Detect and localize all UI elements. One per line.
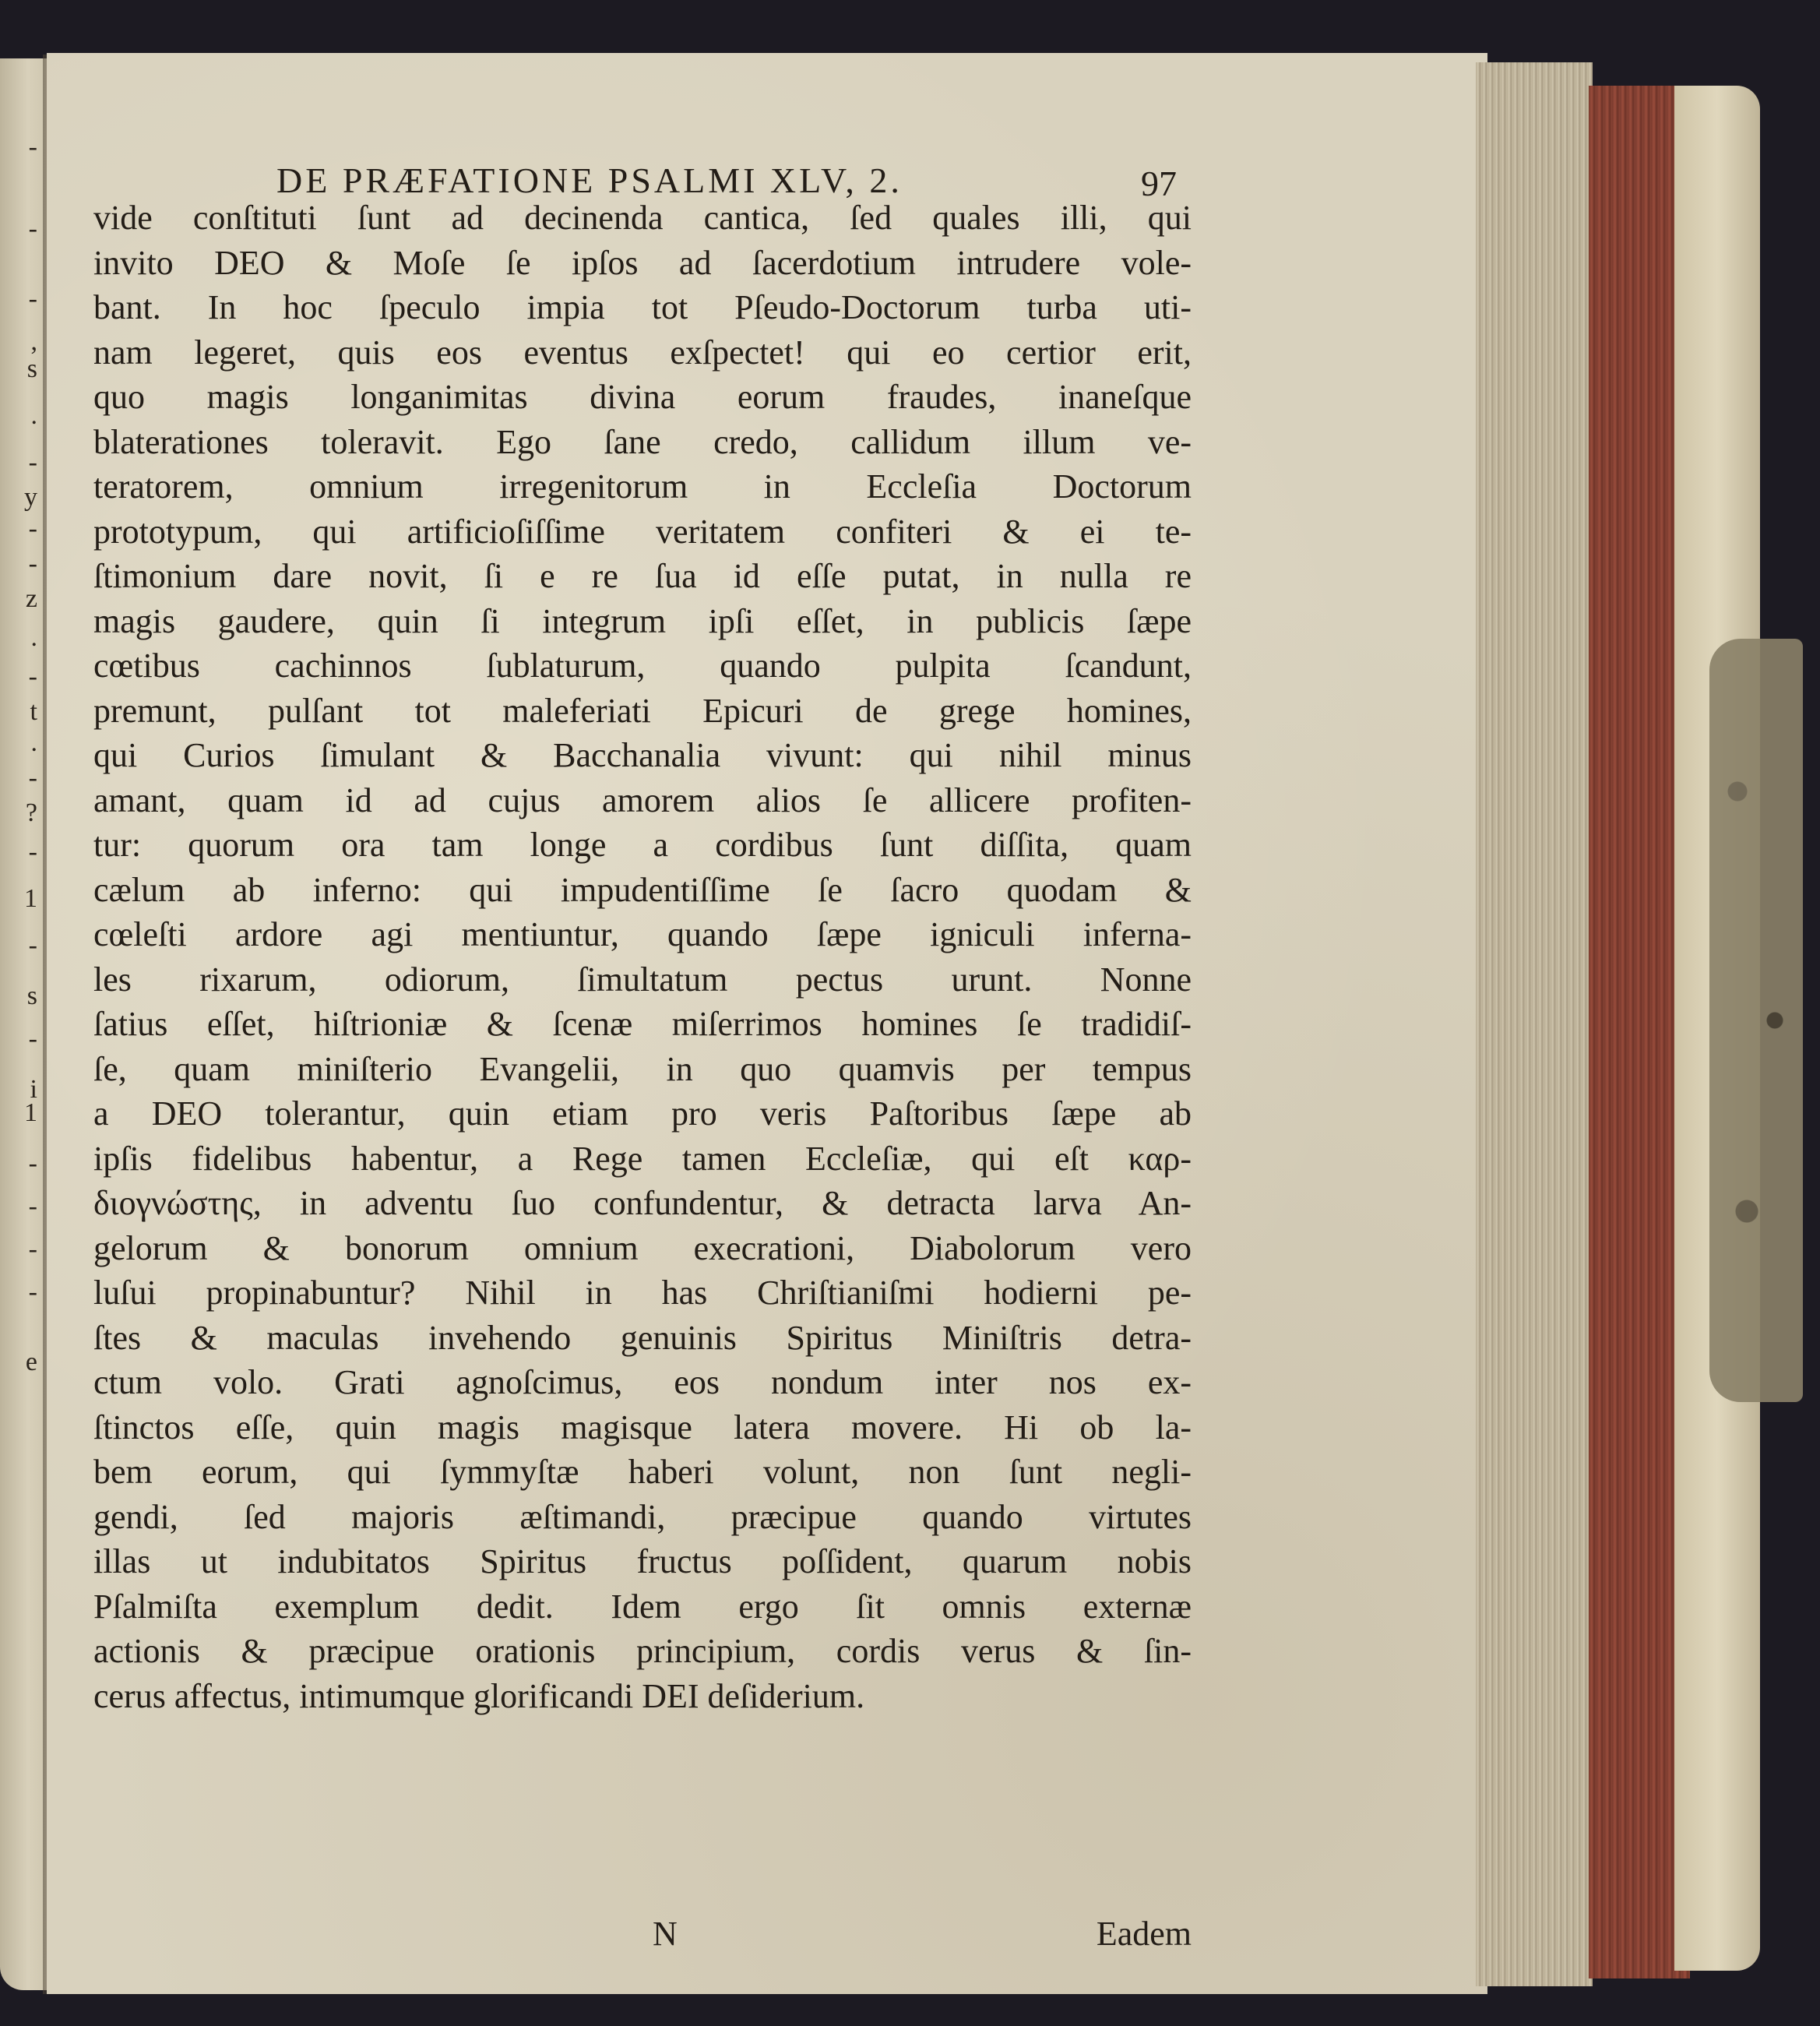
text-line: blaterationes toleravit. Ego ſane credo, callidum illum ve- <box>93 422 1192 461</box>
margin-mark: - <box>28 132 37 161</box>
margin-mark: , <box>30 327 37 356</box>
margin-mark: - <box>28 1149 37 1178</box>
margin-mark: y <box>24 483 37 512</box>
text-line: cerus affectus, intimumque glorificandi DEI deſiderium. <box>93 1676 865 1715</box>
page-number: 97 <box>1141 164 1177 203</box>
margin-mark: - <box>28 662 37 691</box>
text-line: bem eorum, qui ſymmyſtæ haberi volunt, non ſunt negli- <box>93 1453 1192 1491</box>
text-line: quo magis longanimitas divina eorum fraudes, inaneſque <box>93 378 1192 416</box>
text-line: invito DEO & Moſe ſe ipſos ad ſacerdotium intrudere vole- <box>93 243 1192 282</box>
text-line: ſatius eſſet, hiſtrioniæ & ſcenæ miſerrimos homines ſe tradidiſ- <box>93 1005 1192 1043</box>
margin-mark: ? <box>25 798 37 827</box>
margin-mark: - <box>28 514 37 543</box>
margin-mark: - <box>28 284 37 313</box>
catchline <box>93 1912 1192 1956</box>
text-line: amant, quam id ad cujus amorem alios ſe allicere profiten- <box>93 780 1192 819</box>
text-line: actionis & præcipue orationis principium, cordis verus & ſin- <box>93 1632 1192 1670</box>
text-line: Pſalmiſta exemplum dedit. Idem ergo ſit omnis externæ <box>93 1587 1192 1626</box>
margin-mark: . <box>30 728 37 757</box>
margin-mark: s <box>26 354 37 383</box>
text-line: tur: quorum ora tam longe a cordibus ſunt diſſita, quam <box>93 826 1192 864</box>
text-line: gelorum & bonorum omnium execrationi, Diabolorum vero <box>93 1228 1192 1267</box>
text-line: cœtibus cachinnos ſublaturum, quando pulpita ſcandunt, <box>93 647 1192 685</box>
margin-mark: . <box>30 401 37 430</box>
text-line: illas ut indubitatos Spiritus fructus poſſident, quarum nobis <box>93 1542 1192 1580</box>
margin-mark: e <box>25 1348 37 1376</box>
margin-mark: - <box>28 1024 37 1053</box>
text-line: gendi, ſed majoris æſtimandi, præcipue quando virtutes <box>93 1497 1192 1536</box>
text-line: les rixarum, odiorum, ſimultatum pectus urunt. Nonne <box>93 960 1192 999</box>
margin-mark: - <box>28 214 37 243</box>
text-line: ſtimonium dare novit, ſi e re ſua id eſſe putat, in nulla re <box>93 557 1192 595</box>
text-line: teratorem, omnium irregenitorum in Eccleſia Doctorum <box>93 467 1192 506</box>
margin-mark: - <box>28 763 37 792</box>
page-block-fore-edge <box>1476 62 1593 1986</box>
text-line: a DEO tolerantur, quin etiam pro veris Paſtoribus ſæpe ab <box>93 1094 1192 1133</box>
margin-mark: 1 <box>24 884 37 913</box>
margin-mark: s <box>26 981 37 1010</box>
margin-mark: - <box>28 837 37 866</box>
marbled-endpaper <box>1709 639 1803 1402</box>
margin-mark: z <box>25 584 37 613</box>
margin-mark: - <box>28 1277 37 1306</box>
text-line: bant. In hoc ſpeculo impia tot Pſeudo-Doctorum turba uti- <box>93 288 1192 326</box>
text-line: cœleſti ardore agi mentiuntur, quando ſæpe igniculi inferna- <box>93 915 1192 953</box>
text-line: ctum volo. Grati agnoſcimus, eos nondum inter nos ex- <box>93 1363 1192 1401</box>
text-line: prototypum, qui artificioſiſſime veritatem confiteri & ei te- <box>93 512 1192 551</box>
text-line: nam legeret, quis eos eventus exſpectet! qui eo certior erit, <box>93 333 1192 372</box>
text-line: cælum ab inferno: qui impudentiſſime ſe ſacro quodam & <box>93 870 1192 909</box>
text-line: ſtes & maculas invehendo genuinis Spiritus Miniſtris detra- <box>93 1318 1192 1357</box>
text-line: ſtinctos eſſe, quin magis magisque latera movere. Hi ob la- <box>93 1408 1192 1446</box>
margin-mark: - <box>28 1192 37 1221</box>
text-line: ſe, quam miniſterio Evangelii, in quo quamvis per tempus <box>93 1049 1192 1088</box>
left-page-edge <box>0 58 47 1990</box>
text-line: premunt, pulſant tot maleferiati Epicuri de grege homines, <box>93 691 1192 730</box>
margin-mark: - <box>28 549 37 578</box>
margin-mark: - <box>28 1235 37 1263</box>
margin-mark: 1 <box>24 1098 37 1127</box>
signature-mark: N <box>653 1915 678 1953</box>
margin-mark: - <box>28 931 37 960</box>
text-line: qui Curios ſimulant & Bacchanalia vivunt: qui nihil minus <box>93 736 1192 774</box>
margin-mark: . <box>30 623 37 652</box>
text-line: magis gaudere, quin ſi integrum ipſi eſſet, in publicis ſæpe <box>93 601 1192 640</box>
text-line: vide conſtituti ſunt ad decinenda cantica, ſed quales illi, qui <box>93 199 1192 237</box>
text-line: διογνώστης, in adventu ſuo confundentur, & detracta larva An- <box>93 1184 1192 1222</box>
catchword: Eadem <box>1096 1915 1192 1953</box>
margin-mark: t <box>30 697 37 726</box>
margin-mark: - <box>28 448 37 477</box>
text-line: ipſis fidelibus habentur, a Rege tamen Eccleſiæ, qui eſt καρ- <box>93 1139 1192 1178</box>
left-page-margin-marks <box>0 58 47 1990</box>
text-line: luſui propinabuntur? Nihil in has Chriſtianiſmi hodierni pe- <box>93 1274 1192 1312</box>
margin-mark: i <box>30 1075 37 1104</box>
running-head-title: DE PRÆFATIONE PSALMI XLV, 2. <box>276 160 903 200</box>
